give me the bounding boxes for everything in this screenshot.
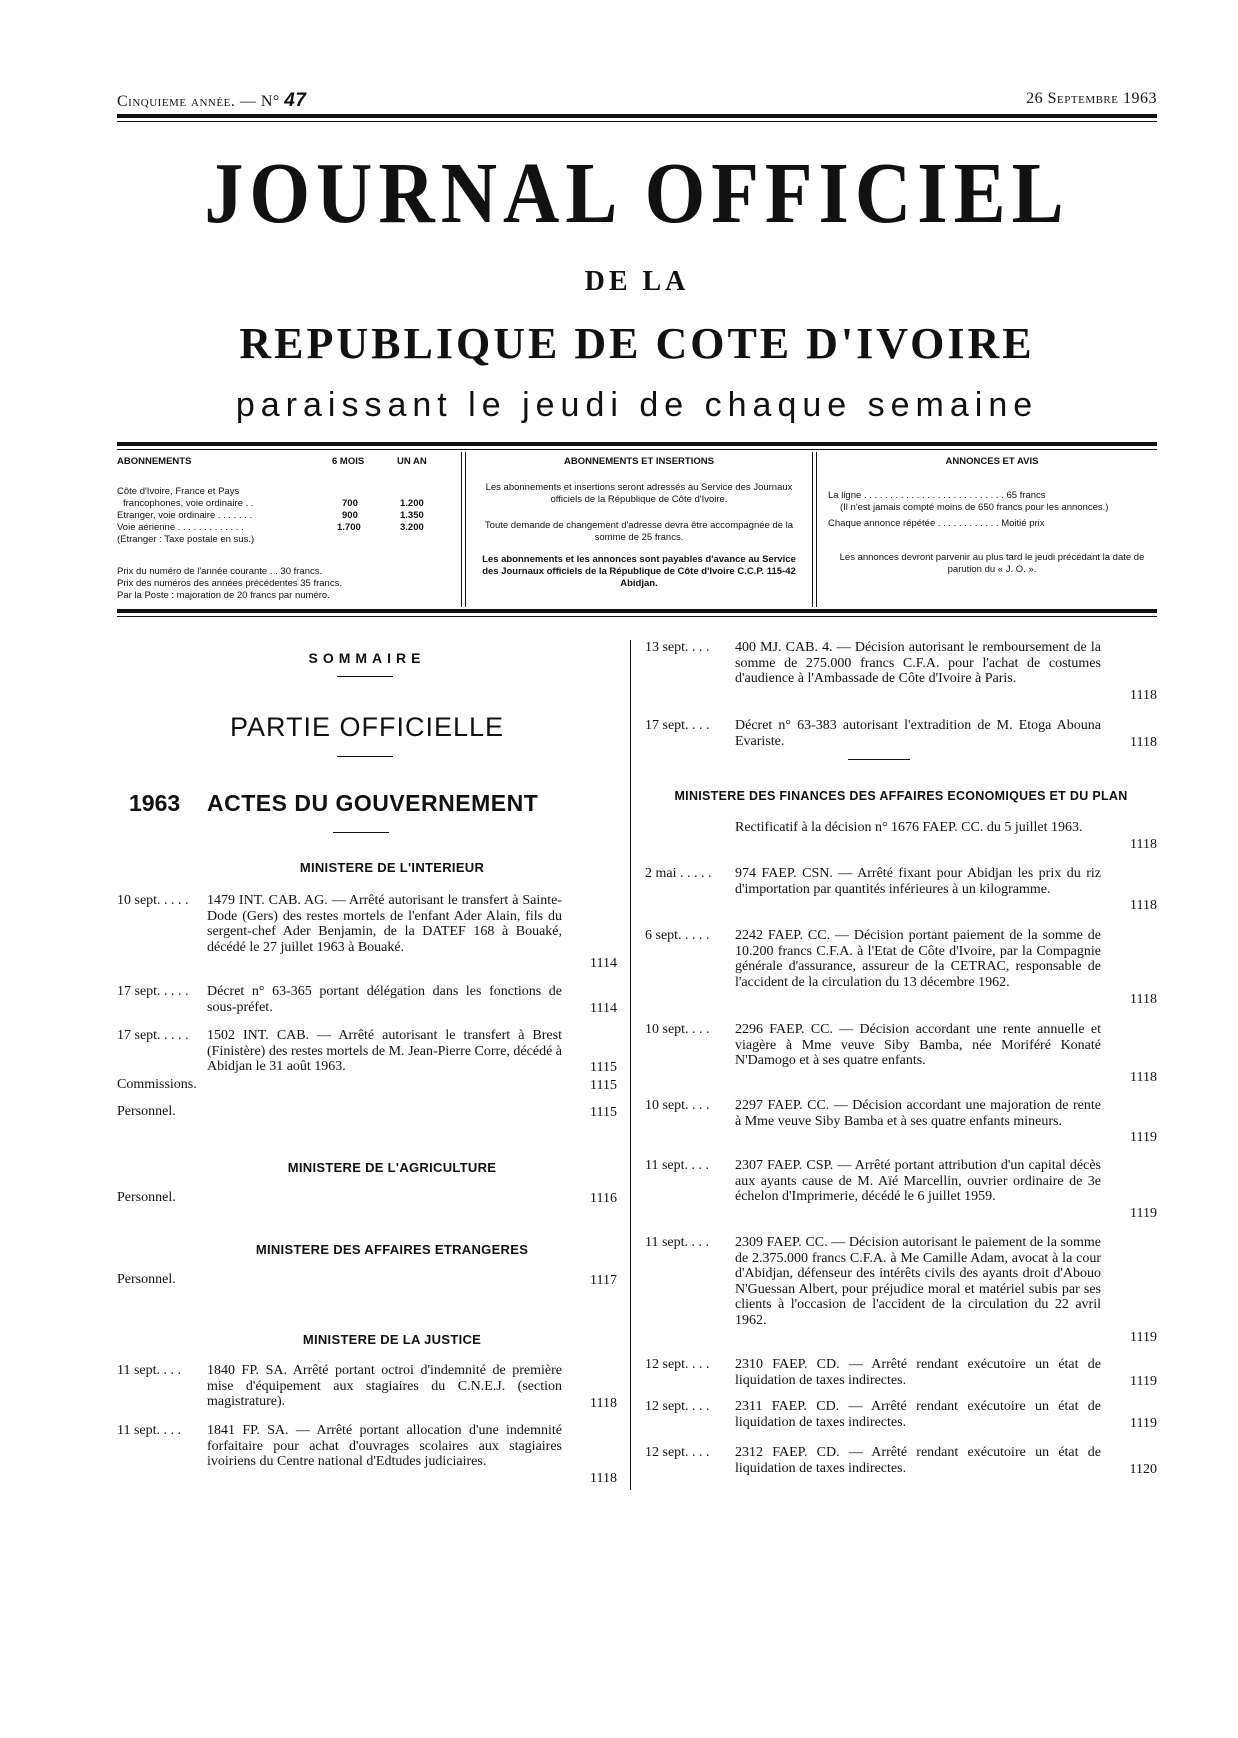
- list-item: [645, 1158, 1157, 1221]
- list-item: [117, 1104, 617, 1120]
- partie-heading: PARTIE OFFICIELLE: [229, 712, 505, 742]
- ministry-heading: MINISTERE DES FINANCES DES AFFAIRES ECONOMIQUES ET DU PLAN: [674, 789, 1128, 803]
- insertions-heading: ABONNEMENTS ET INSERTIONS: [564, 456, 714, 467]
- annonces-l3: Chaque annonce répétée . . . . . . . . . . . . Moitié prix: [828, 518, 1045, 529]
- top-rule: [117, 114, 1157, 118]
- sub-row-six: 1.700: [337, 522, 361, 533]
- entry-page: 1115: [590, 1104, 617, 1120]
- insertions-box: [476, 456, 802, 606]
- entry-date: 17 sept. . . .: [645, 718, 710, 733]
- list-item: [645, 1399, 1157, 1431]
- entry-page: 1118: [590, 1395, 617, 1411]
- list-item: [117, 984, 617, 1016]
- list-item: [117, 1363, 617, 1411]
- divider: [333, 832, 389, 833]
- entry-date: 17 sept. . . . .: [117, 984, 189, 999]
- sub-row-label: francophones, voie ordinaire . .: [123, 498, 254, 509]
- annonces-l1: La ligne . . . . . . . . . . . . . . . . . . . . . . . . . . . 65 francs: [828, 490, 1046, 501]
- sub-row-year: 1.350: [400, 510, 424, 521]
- sommaire-heading: SOMMAIRE: [308, 650, 426, 666]
- price-line: Prix du numéro de l'année courante . . 30 francs.: [117, 566, 323, 577]
- entry-page: 1118: [1130, 1069, 1157, 1085]
- issue-number: 47: [284, 90, 307, 111]
- entry-date: 11 sept. . . .: [117, 1423, 182, 1438]
- issue-date: 26 Septembre 1963: [1026, 90, 1157, 107]
- annonces-heading: ANNONCES ET AVIS: [945, 456, 1039, 467]
- entry-page: 1119: [1130, 1373, 1157, 1389]
- entry-page: 1119: [1130, 1205, 1157, 1221]
- box-divider: [816, 452, 817, 607]
- entry-text: 2307 FAEP. CSP. — Arrêté portant attribution d'un capital décès aux ayants cause de M. Aïé Marcellin, ouvrier ordinaire de 3e échelon d'Imprimerie, décédé le 6 juillet 1959.: [735, 1158, 1101, 1204]
- list-item: [645, 718, 1157, 750]
- ministry-heading: MINISTERE DES AFFAIRES ETRANGERES: [255, 1242, 529, 1257]
- list-item: [645, 1022, 1157, 1085]
- entry-page: 1118: [1130, 687, 1157, 703]
- subscriptions-heading: ABONNEMENTS: [117, 456, 192, 467]
- entry-date: 6 sept. . . . .: [645, 928, 710, 943]
- sub-row-six: 900: [342, 510, 358, 521]
- list-item: [645, 1357, 1157, 1389]
- issue-line: [117, 90, 1157, 112]
- entry-date: 10 sept. . . .: [645, 1022, 710, 1037]
- box-rule: [117, 609, 1157, 613]
- sub-row-year: 1.200: [400, 498, 424, 509]
- annonces-l4: Les annonces devront parvenir au plus tard le jeudi précédant la date de parution du « J. O. ».: [839, 552, 1145, 575]
- entry-text: 400 MJ. CAB. 4. — Décision autorisant le remboursement de la somme de 275.000 francs C.F.A. pour l'achat de costumes d'audience à l'Ambassade de Côte d'Ivoire à Paris.: [735, 640, 1101, 686]
- list-item: [645, 928, 1157, 1007]
- entry-page: 1114: [590, 955, 617, 971]
- box-divider: [465, 452, 466, 607]
- col-six-months: 6 MOIS: [332, 456, 365, 467]
- divider: [848, 759, 910, 760]
- list-item: [645, 1098, 1157, 1145]
- insertions-p2: Toute demande de changement d'adresse devra être accompagnée de la somme de 25 francs.: [484, 520, 794, 543]
- price-line: Par la Poste : majoration de 20 francs par numéro.: [117, 590, 330, 601]
- sub-row-label: Côte d'Ivoire, France et Pays: [117, 486, 240, 497]
- entry-date: 10 sept. . . .: [645, 1098, 710, 1113]
- price-lines: [117, 566, 447, 602]
- column-divider: [630, 640, 631, 1490]
- issue-label: [117, 90, 306, 112]
- ministry-heading: MINISTERE DE L'AGRICULTURE: [287, 1160, 497, 1175]
- journal-tagline: paraissant le jeudi de chaque semaine: [235, 386, 1039, 424]
- sub-row-label: Etranger, voie ordinaire . . . . . . .: [117, 510, 253, 521]
- sub-row-label: Voie aérienne . . . . . . . . . . . . .: [117, 522, 244, 533]
- entry-page: 1115: [590, 1077, 617, 1093]
- journal-country: REPUBLIQUE DE COTE D'IVOIRE: [239, 319, 1035, 368]
- entry-page: 1118: [1130, 897, 1157, 913]
- list-item: [645, 866, 1157, 913]
- sub-row-label: (Etranger : Taxe postale en sus.): [117, 534, 255, 545]
- entry-text: Décret n° 63-365 portant délégation dans les fonctions de sous-préfet.: [207, 984, 562, 1015]
- entry-date: 17 sept. . . . .: [117, 1028, 189, 1043]
- entry-date: 13 sept. . . .: [645, 640, 710, 655]
- price-line: Prix des numéros des années précédentes 35 francs.: [117, 578, 342, 589]
- col-one-year: UN AN: [397, 456, 427, 467]
- list-item: [645, 640, 1157, 703]
- entry-page: 1119: [1130, 1329, 1157, 1345]
- entry-date: 11 sept. . . .: [645, 1158, 710, 1173]
- subscriptions-box: [117, 456, 447, 606]
- entry-page: 1118: [590, 1470, 617, 1486]
- box-divider: [461, 452, 462, 607]
- sub-row-year: 3.200: [400, 522, 424, 533]
- list-item: [117, 1190, 617, 1206]
- box-divider: [812, 452, 813, 607]
- masthead-rule: [117, 442, 1157, 446]
- masthead-rule-thin: [117, 449, 1157, 450]
- entry-page: 1117: [590, 1272, 617, 1288]
- entry-text: 2310 FAEP. CD. — Arrêté rendant exécutoire un état de liquidation de taxes indirectes.: [735, 1357, 1101, 1388]
- entry-text: 2297 FAEP. CC. — Décision accordant une majoration de rente à Mme veuve Siby Bamba et à ses quatre enfants mineurs.: [735, 1098, 1101, 1129]
- entry-text: 2311 FAEP. CD. — Arrêté rendant exécutoire un état de liquidation de taxes indirectes.: [735, 1399, 1101, 1430]
- list-item: [117, 1077, 617, 1093]
- entry-page: 1120: [1129, 1461, 1157, 1477]
- list-item: [117, 893, 617, 971]
- entry-text: Commissions.: [117, 1077, 197, 1092]
- entry-page: 1116: [590, 1190, 617, 1206]
- actes-title: ACTES DU GOUVERNEMENT: [207, 790, 539, 816]
- list-item: [117, 1423, 617, 1486]
- entry-text: 2296 FAEP. CC. — Décision accordant une rente annuelle et viagère à Mme veuve Siby Bamba, née Moriféré Konaté N'Damogo et à ses quatre enfants.: [735, 1022, 1101, 1068]
- entry-text: 2312 FAEP. CD. — Arrêté rendant exécutoire un état de liquidation de taxes indirectes.: [735, 1445, 1101, 1476]
- list-item: [117, 1272, 617, 1288]
- sub-row: [117, 522, 447, 534]
- sub-row: [117, 486, 447, 498]
- divider: [337, 756, 393, 757]
- entry-page: 1118: [1130, 991, 1157, 1007]
- annonces-box: [828, 456, 1156, 606]
- entry-text: Personnel.: [117, 1272, 176, 1287]
- list-item: [117, 1028, 617, 1075]
- sub-row: [117, 498, 447, 510]
- subscriptions-table: [117, 486, 447, 546]
- entry-date: 12 sept. . . .: [645, 1357, 710, 1372]
- entry-page: 1114: [590, 1000, 617, 1016]
- entry-date: 11 sept. . . .: [117, 1363, 182, 1378]
- entry-text: 2309 FAEP. CC. — Décision autorisant le paiement de la somme de 2.375.000 francs C.F.A. à Me Camille Adam, avocat à la cour d'Abidjan, défenseur des intérêts civils des ayants droit d'Abouo N'Guessan Albert, pour préjudice moral et matériel subis par ses clients à l'occasion de l'accident de la circulation du 22 avril 1962.: [735, 1235, 1101, 1328]
- issue-text: Cinquieme année. — N°: [117, 93, 280, 110]
- insertions-p1: Les abonnements et insertions seront adressés au Service des Journaux officiels de la République de Côte d'Ivoire.: [485, 482, 793, 505]
- list-item: [645, 1445, 1157, 1477]
- entry-text: Personnel.: [117, 1190, 176, 1205]
- entry-page: 1119: [1130, 1415, 1157, 1431]
- top-rule-thin: [117, 121, 1157, 122]
- entry-date: 12 sept. . . .: [645, 1399, 710, 1414]
- entry-page: 1118: [1130, 836, 1157, 852]
- insertions-p3: Les abonnements et les annonces sont payables d'avance au Service des Journaux officiels de la République de Côte d'Ivoire C.C.P. 115-42 Abidjan.: [482, 554, 796, 589]
- entry-date: 12 sept. . . .: [645, 1445, 710, 1460]
- entry-text: Décret n° 63-383 autorisant l'extradition de M. Etoga Abouna Evariste.: [735, 718, 1101, 749]
- entry-date: 11 sept. . . .: [645, 1235, 710, 1250]
- entry-page: 1118: [1130, 734, 1157, 750]
- entry-text: 1841 FP. SA. — Arrêté portant allocation d'une indemnité forfaitaire pour achat d'ouvrages scolaires aux stagiaires ivoiriens du Centre national d'Edtudes judiciaires.: [207, 1423, 562, 1469]
- box-rule-thin: [117, 616, 1157, 617]
- list-item: [645, 820, 1157, 852]
- entry-text: 1479 INT. CAB. AG. — Arrêté autorisant le transfert à Sainte-Dode (Gers) des restes mortels de l'enfant Ader Alain, fils du sergent-chef Ader Benjamin, de la DATEF 168 à Bouaké, décédé le 27 juillet 1963 à Bouaké.: [207, 893, 562, 955]
- entry-page: 1115: [590, 1059, 617, 1075]
- sub-row: [117, 510, 447, 522]
- entry-text: 974 FAEP. CSN. — Arrêté fixant pour Abidjan les prix du riz d'importation par quantités inférieures à un kilogramme.: [735, 866, 1101, 897]
- actes-year: 1963: [129, 790, 181, 816]
- divider: [337, 676, 393, 677]
- entry-page: 1119: [1130, 1129, 1157, 1145]
- journal-title: JOURNAL OFFICIEL: [204, 143, 1070, 242]
- journal-subtitle: DE LA: [584, 266, 690, 297]
- entry-text: 1840 FP. SA. Arrêté portant octroi d'indemnité de première mise d'équipement aux stagiaires du C.N.E.J. (section magistrature).: [207, 1363, 562, 1409]
- entry-date: 2 mai . . . . .: [645, 866, 712, 881]
- ministry-heading: MINISTERE DE L'INTERIEUR: [299, 860, 485, 875]
- sub-row-six: 700: [342, 498, 358, 509]
- entry-text: 1502 INT. CAB. — Arrêté autorisant le transfert à Brest (Finistère) des restes mortels de M. Jean-Pierre Corre, décédé à Abidjan le 31 août 1963.: [207, 1028, 562, 1074]
- entry-text: 2242 FAEP. CC. — Décision portant paiement de la somme de 10.200 francs C.F.A. à l'Etat de Côte d'Ivoire, par la Compagnie générale d'assurance, assureur de la CETRAC, responsable de l'accident de la circulation du 13 décembre 1962.: [735, 928, 1101, 990]
- ministry-heading: MINISTERE DE LA JUSTICE: [302, 1332, 482, 1347]
- sub-row: [117, 534, 447, 546]
- entry-text: Personnel.: [117, 1104, 176, 1119]
- entry-text: Rectificatif à la décision n° 1676 FAEP. CC. du 5 juillet 1963.: [735, 820, 1083, 835]
- annonces-l2: (Il n'est jamais compté moins de 650 francs pour les annonces.): [840, 502, 1109, 513]
- entry-date: 10 sept. . . . .: [117, 893, 189, 908]
- list-item: [645, 1235, 1157, 1345]
